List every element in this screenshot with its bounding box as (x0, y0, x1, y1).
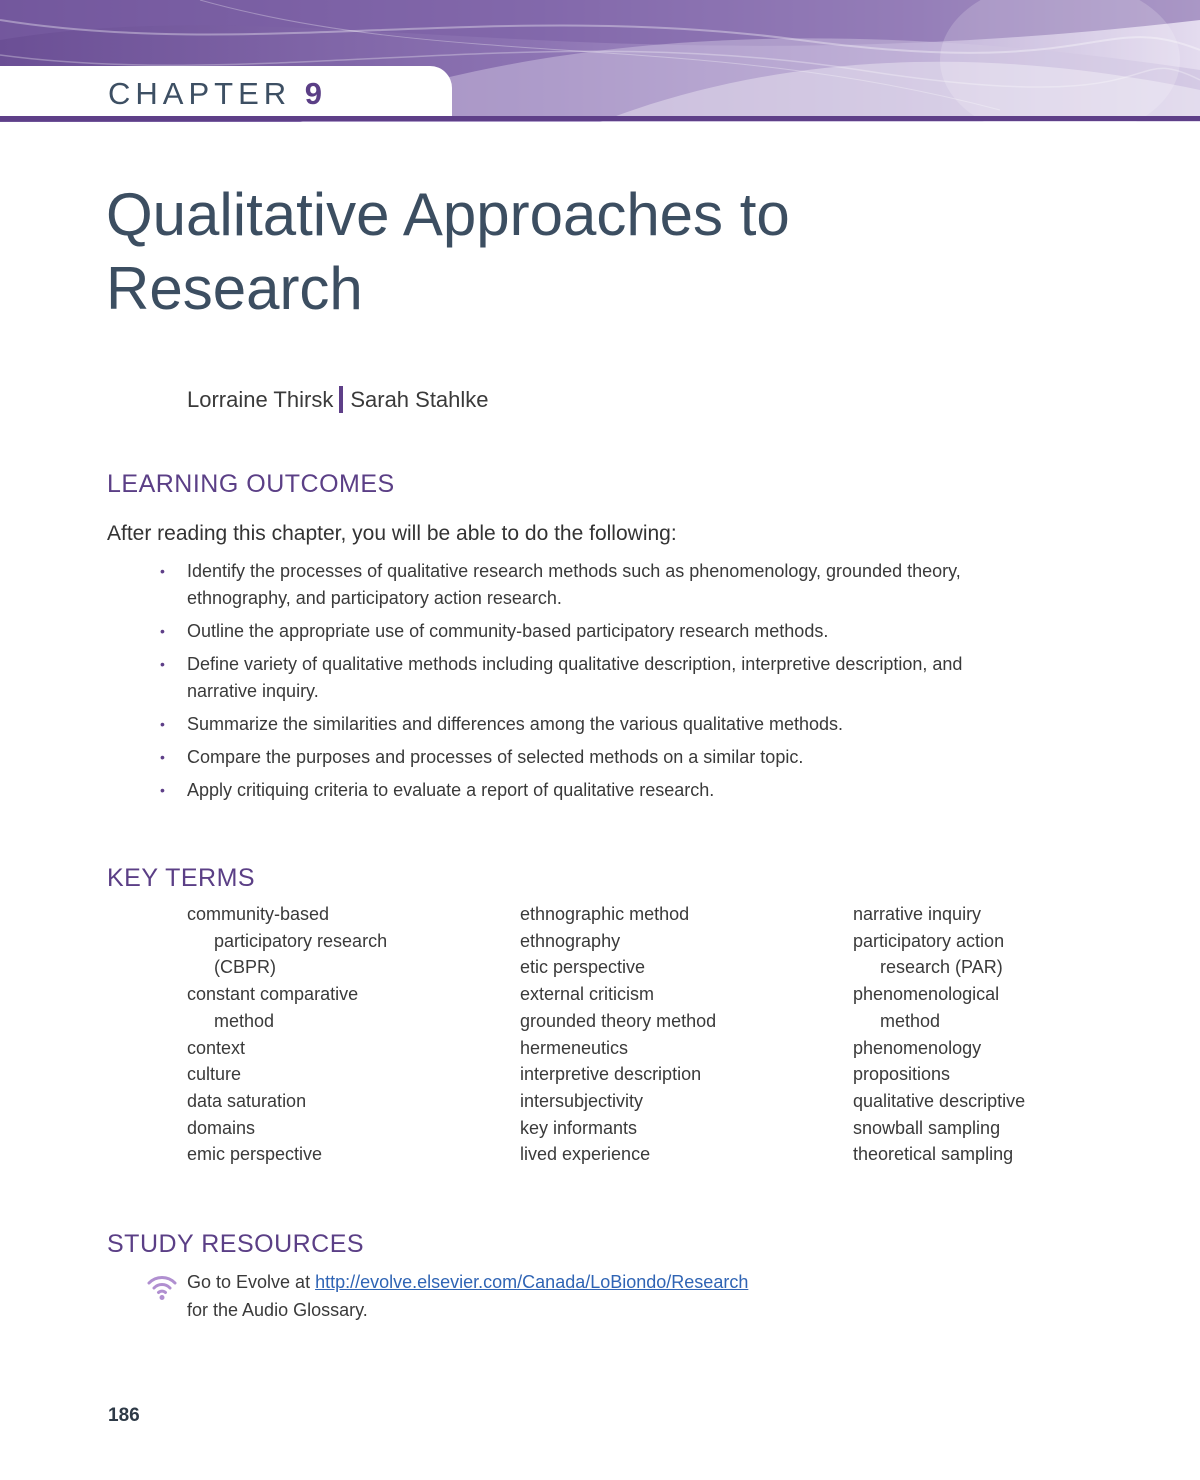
list-item: • Summarize the similarities and differences among the various qualitative methods. (157, 711, 1057, 738)
author-1: Lorraine Thirsk (187, 387, 334, 412)
key-term: participatory action (853, 930, 1005, 951)
evolve-link[interactable]: http://evolve.elsevier.com/Canada/LoBiondo/Research (315, 1272, 749, 1292)
key-term: emic perspective (187, 1144, 323, 1165)
key-term: data saturation (187, 1090, 307, 1111)
learning-outcomes-intro: After reading this chapter, you will be able to do the following: (107, 522, 677, 545)
key-term: (CBPR) (214, 957, 276, 978)
key-term: method (880, 1010, 941, 1031)
key-term: ethnography (520, 930, 621, 951)
study-prefix: Go to Evolve at (187, 1272, 316, 1292)
key-term: intersubjectivity (520, 1090, 644, 1111)
key-terms-column-1 (187, 901, 487, 1168)
key-term: ethnographic method (520, 904, 690, 924)
authors (187, 386, 489, 413)
chapter-word: CHAPTER (108, 76, 292, 111)
list-item: • Compare the purposes and processes of selected methods on a similar topic. (157, 744, 1057, 771)
author-2: Sarah Stahlke (350, 387, 489, 412)
bullet-icon: • (160, 656, 165, 672)
list-item: • Define variety of qualitative methods including qualitative description, interpretive description, and narrative inquiry. (157, 651, 1057, 705)
key-term: constant comparative (187, 984, 359, 1005)
key-term: context (187, 1037, 246, 1058)
study-resources-text (187, 1268, 748, 1324)
key-term: research (PAR) (880, 957, 1003, 978)
key-term: hermeneutics (520, 1037, 629, 1058)
key-terms-column-3 (853, 901, 1153, 1168)
study-resources-heading: STUDY RESOURCES (107, 1230, 365, 1258)
title-line-1: Qualitative Approaches to (106, 181, 790, 248)
chapter-number: 9 (304, 76, 328, 111)
list-item: • Apply critiquing criteria to evaluate a report of qualitative research. (157, 777, 1057, 804)
header-rule (0, 116, 1200, 121)
chapter-label (108, 76, 327, 112)
audio-broadcast-icon (146, 1272, 178, 1302)
title-line-2: Research (106, 255, 363, 322)
key-term: snowball sampling (853, 1117, 1001, 1138)
learning-outcomes-heading: LEARNING OUTCOMES (107, 470, 395, 498)
bullet-icon: • (160, 563, 165, 579)
key-term: grounded theory method (520, 1010, 717, 1031)
bullet-icon: • (160, 716, 165, 732)
list-item: • Identify the processes of qualitative research methods such as phenomenology, grounded theory, ethnography, and participatory action research. (157, 558, 1057, 612)
key-terms-column-2 (520, 901, 820, 1168)
chapter-title (106, 178, 790, 326)
key-term: etic perspective (520, 957, 646, 978)
bullet-icon: • (160, 782, 165, 798)
bullet-icon: • (160, 623, 165, 639)
key-term: phenomenology (853, 1037, 982, 1058)
key-term: phenomenological (853, 984, 1000, 1005)
key-term: qualitative descriptive (853, 1090, 1026, 1111)
key-term: interpretive description (520, 1064, 702, 1085)
key-term: method (214, 1010, 275, 1031)
key-term: key informants (520, 1117, 638, 1138)
key-term: external criticism (520, 984, 655, 1005)
author-separator (339, 386, 343, 413)
bullet-icon: • (160, 749, 165, 765)
key-term: lived experience (520, 1144, 651, 1165)
key-term: propositions (853, 1064, 951, 1085)
key-terms-heading: KEY TERMS (107, 864, 256, 892)
list-item: • Outline the appropriate use of community-based participatory research methods. (157, 618, 1057, 645)
study-suffix: for the Audio Glossary. (187, 1300, 368, 1320)
learning-outcomes-list (157, 558, 1057, 810)
key-term: community-based (187, 904, 330, 924)
key-term: domains (187, 1117, 256, 1138)
key-term: theoretical sampling (853, 1144, 1014, 1165)
key-term: participatory research (214, 930, 388, 951)
page-number: 186 (108, 1405, 140, 1426)
key-term: culture (187, 1064, 242, 1085)
key-term: narrative inquiry (853, 904, 982, 924)
